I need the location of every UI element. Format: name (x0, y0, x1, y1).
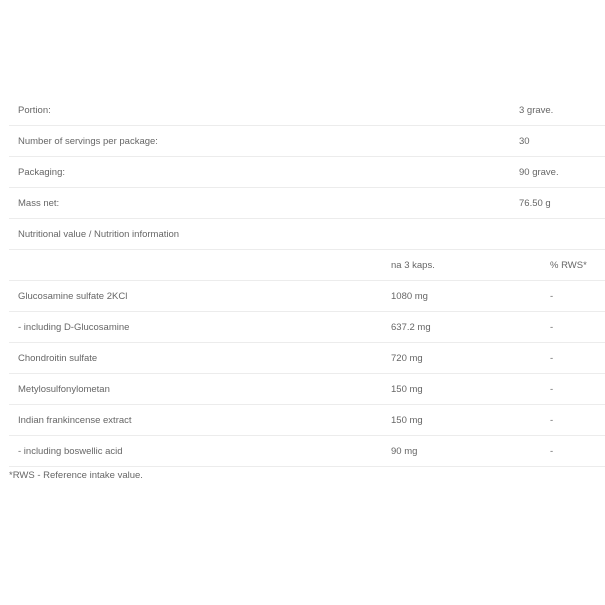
ingredient-rws: - (550, 446, 554, 457)
ingredient-amount: 720 mg (391, 353, 423, 364)
spec-label: Packaging: (18, 167, 66, 178)
spec-label: Number of servings per package: (18, 136, 158, 147)
footnote-row (9, 467, 605, 487)
ingredient-name: Metylosulfonylometan (18, 384, 110, 395)
spec-label: Portion: (18, 105, 51, 116)
nutrition-row (9, 436, 605, 467)
ingredient-name: Glucosamine sulfate 2KCl (18, 291, 128, 302)
ingredient-name: - including boswellic acid (18, 446, 123, 457)
spec-value: 90 grave. (519, 167, 559, 178)
spec-value: 76.50 g (519, 198, 551, 209)
ingredient-amount: 150 mg (391, 384, 423, 395)
nutrition-heading: Nutritional value / Nutrition information (18, 229, 180, 240)
ingredient-name: Indian frankincense extract (18, 415, 132, 426)
ingredient-rws: - (550, 384, 554, 395)
nutrition-row (9, 312, 605, 343)
spec-row-packaging (9, 157, 605, 188)
nutrition-row (9, 374, 605, 405)
nutrition-row (9, 343, 605, 374)
spec-value: 3 grave. (519, 105, 554, 116)
ingredient-amount: 1080 mg (391, 291, 428, 302)
spec-row-servings (9, 126, 605, 157)
spec-row-mass (9, 188, 605, 219)
rws-column-header: % RWS* (550, 260, 587, 271)
nutrition-header-row (9, 250, 605, 281)
ingredient-name: - including D-Glucosamine (18, 322, 130, 333)
spec-label: Mass net: (18, 198, 60, 209)
product-info-document (9, 95, 605, 487)
nutrition-row (9, 405, 605, 436)
spec-value: 30 (519, 136, 530, 147)
ingredient-name: Chondroitin sulfate (18, 353, 98, 364)
nutrition-row (9, 281, 605, 312)
ingredient-rws: - (550, 353, 554, 364)
ingredient-rws: - (550, 291, 554, 302)
ingredient-rws: - (550, 322, 554, 333)
amount-column-header: na 3 kaps. (391, 260, 435, 271)
spec-row-portion (9, 95, 605, 126)
ingredient-rws: - (550, 415, 554, 426)
ingredient-amount: 90 mg (391, 446, 418, 457)
ingredient-amount: 150 mg (391, 415, 423, 426)
nutrition-heading-row (9, 219, 605, 250)
rws-footnote: *RWS - Reference intake value. (9, 470, 143, 481)
ingredient-amount: 637.2 mg (391, 322, 431, 333)
